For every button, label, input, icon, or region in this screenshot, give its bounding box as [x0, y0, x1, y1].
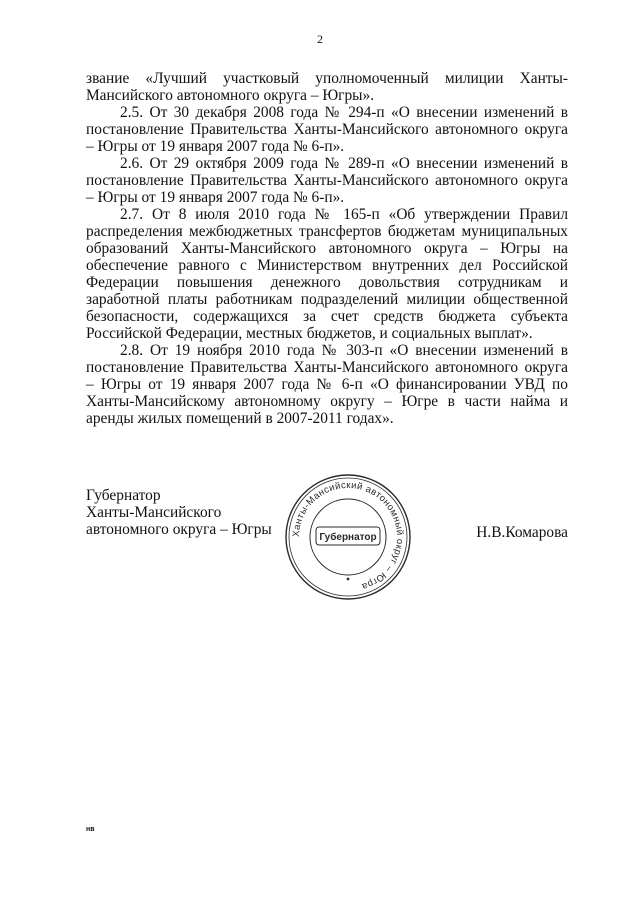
footer-code: нв — [86, 826, 95, 833]
signatory-name: Н.В.Комарова — [476, 524, 568, 541]
official-seal-stamp — [282, 471, 414, 603]
paragraph-item-2-8: 2.8. От 19 ноября 2010 года № 303-п «О внесении изменений в постановление Правительства Ханты-Мансийского автономного округа – Югры от 19 января 2007 года № 6-п «О финансировании УВД по Ханты-Мансийскому автономному округу – Югре в части найма и аренды жилых помещений в 2007-2011 годах». — [86, 342, 568, 427]
signatory-title-line: Ханты-Мансийского — [86, 504, 222, 521]
paragraph-item-2-7: 2.7. От 8 июля 2010 года № 165-п «Об утверждении Правил распределения межбюджетных трансфертов бюджетам муниципальных образований Ханты-Мансийского автономного округа – Югры на обеспечение равного с Министерством внутренних дел Российской Федерации повышения денежного довольствия сотрудникам и заработной платы работникам подразделений милиции общественной безопасности, содержащихся за счет средств бюджета субъекта Российской Федерации, местных бюджетов, и социальных выплат». — [86, 206, 568, 342]
document-body — [86, 70, 568, 427]
signatory-title — [86, 487, 286, 538]
paragraph-item-2-6: 2.6. От 29 октября 2009 года № 289-п «О внесении изменений в постановление Правительства Ханты-Мансийского автономного округа – Югры от 19 января 2007 года № 6-п». — [86, 155, 568, 206]
signatory-title-line: Губернатор — [86, 487, 161, 504]
page-number: 2 — [317, 32, 323, 46]
seal-center-text: Губернатор — [319, 532, 377, 543]
paragraph-continuation: звание «Лучший участковый уполномоченный милиции Ханты-Мансийского автономного округа – Югры». — [86, 70, 568, 104]
paragraph-item-2-5: 2.5. От 30 декабря 2008 года № 294-п «О внесении изменений в постановление Правительства Ханты-Мансийского автономного округа – Югры от 19 января 2007 года № 6-п». — [86, 104, 568, 155]
signatory-title-line: автономного округа – Югры — [86, 521, 272, 538]
signature-block — [86, 479, 568, 597]
seal-ring-text: Ханты-Мансийский автономный округ – Югра — [290, 479, 406, 592]
